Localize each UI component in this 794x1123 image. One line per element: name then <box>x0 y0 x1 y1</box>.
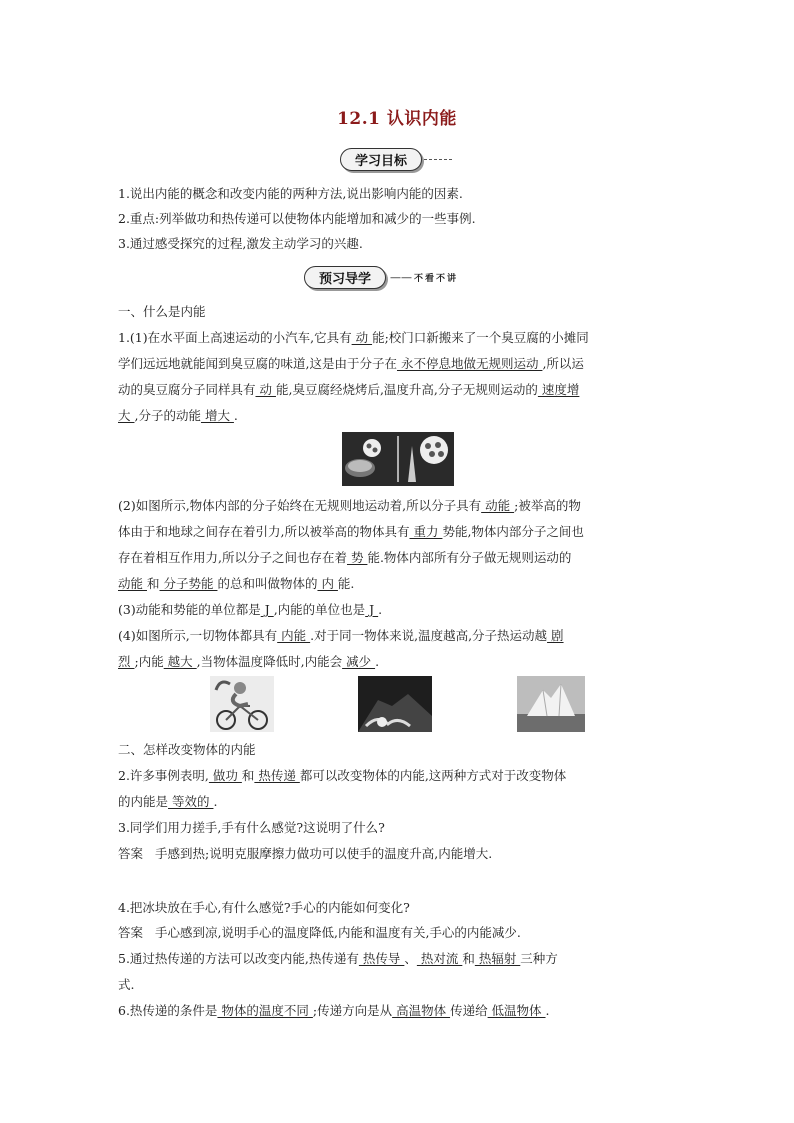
q4-question: 4.把冰块放在手心,有什么感觉?手心的内能如何变化? <box>118 900 410 915</box>
q1-part4-line1: (4)如图所示,一切物体都具有 内能 .对于同一物体来说,温度越高,分子热运动越 剧 <box>118 628 564 643</box>
q3-answer: 答案 手感到热;说明克服摩擦力做功可以使手的温度升高,内能增大. <box>118 846 493 861</box>
q1-part2-line4: 动能 和 分子势能 的总和叫做物体的 内 能. <box>118 576 355 591</box>
q1-line3: 动的臭豆腐分子同样具有 动 能,臭豆腐经烧烤后,温度升高,分子无规则运动的 速度增 <box>118 382 580 397</box>
answer-blank: 势 <box>346 550 368 565</box>
answer-blank: 分子势能 <box>159 576 218 591</box>
answer-blank: 增大 <box>200 408 234 423</box>
molecule-figure-drawing <box>342 432 454 486</box>
answer-blank: 越大 <box>163 654 197 669</box>
preview-badge-dash: —— <box>390 270 413 284</box>
section1-heading: 一、什么是内能 <box>118 304 206 319</box>
iceberg-picture <box>517 676 585 732</box>
q1-part2-line2: 体由于和地球之间存在着引力,所以被举高的物体具有 重力 势能,物体内部分子之间也 <box>118 524 584 539</box>
volcano-drawing <box>358 676 432 732</box>
q1-line4: 大 ,分子的动能 增大 . <box>118 408 238 423</box>
preview-badge <box>304 266 458 288</box>
answer-blank: 内能 <box>277 628 311 643</box>
goal-3: 3.通过感受探究的过程,激发主动学习的兴趣. <box>118 236 363 251</box>
answer-blank: 高温物体 <box>392 1003 451 1018</box>
answer-blank: 烈 <box>118 654 135 669</box>
preview-badge-label: 预习导学 <box>304 266 386 289</box>
answer-blank: 动能 <box>118 576 147 591</box>
q4-answer: 答案 手心感到凉,说明手心的温度降低,内能和温度有关,手心的内能减少. <box>118 925 521 940</box>
answer-blank: 物体的温度不同 <box>217 1003 313 1018</box>
q1-part2-line1: (2)如图所示,物体内部的分子始终在无规则地运动着,所以分子具有 动能 ;被举高的物 <box>118 498 581 513</box>
answer-blank: 动 <box>255 382 276 397</box>
q2-line1: 2.许多事例表明, 做功 和 热传递 都可以改变物体的内能,这两种方式对于改变物体 <box>118 768 567 783</box>
page-title: 12.1 认识内能 <box>337 109 457 129</box>
q5-line1: 5.通过热传递的方法可以改变内能,热传递有 热传导 、 热对流 和 热辐射 三种方 <box>118 951 558 966</box>
answer-blank: 等效的 <box>168 794 214 809</box>
section2-heading: 二、怎样改变物体的内能 <box>118 742 256 757</box>
answer-blank: J <box>365 602 379 617</box>
answer-blank: 大 <box>118 408 135 423</box>
answer-blank: 剧 <box>547 628 564 643</box>
goal-2: 2.重点:列举做功和热传递可以使物体内能增加和减少的一些事例. <box>118 211 476 226</box>
answer-blank: 速度增 <box>537 382 580 397</box>
answer-blank: 内 <box>317 576 338 591</box>
q1-part3: (3)动能和势能的单位都是 J ,内能的单位也是 J . <box>118 602 383 617</box>
iceberg-drawing <box>517 676 585 732</box>
answer-label: 答案 <box>118 846 144 861</box>
answer-label: 答案 <box>118 925 144 940</box>
q1-line1: 1.(1)在水平面上高速运动的小汽车,它具有 动 能;校门口新搬来了一个臭豆腐的小摊同 <box>118 330 589 345</box>
q5-line2: 式. <box>118 977 135 992</box>
answer-blank: 热辐射 <box>474 951 521 966</box>
answer-blank: 热传导 <box>358 951 405 966</box>
preview-badge-sub: 不看不讲 <box>414 273 459 284</box>
answer-blank: 做功 <box>208 768 242 783</box>
answer-blank: 减少 <box>342 654 376 669</box>
cyclist-drawing <box>210 676 274 732</box>
q1-line2: 学们远远地就能闻到臭豆腐的味道,这是由于分子在 永不停息地做无规则运动 ,所以运 <box>118 356 584 371</box>
q2-line2: 的内能是 等效的 . <box>118 794 218 809</box>
answer-blank: 热传递 <box>254 768 300 783</box>
answer-blank: 热对流 <box>416 951 463 966</box>
q3-question: 3.同学们用力搓手,手有什么感觉?这说明了什么? <box>118 820 385 835</box>
volcano-picture <box>358 676 432 732</box>
goals-badge-label: 学习目标 <box>340 148 422 171</box>
answer-blank: 动能 <box>481 498 515 513</box>
answer-blank: 低温物体 <box>487 1003 546 1018</box>
q1-part4-line2: 烈 ;内能 越大 ,当物体温度降低时,内能会 减少 . <box>118 654 380 669</box>
answer-blank: 动 <box>351 330 373 345</box>
q6-line: 6.热传递的条件是 物体的温度不同 ;传递方向是从 高温物体 传递给 低温物体 . <box>118 1003 550 1018</box>
goals-badge <box>340 148 452 170</box>
answer-blank: J <box>260 602 274 617</box>
answer-blank: 永不停息地做无规则运动 <box>396 356 543 371</box>
molecule-figure <box>342 432 454 486</box>
badge-dash-line <box>424 159 452 160</box>
q1-part2-line3: 存在着相互作用力,所以分子之间也存在着 势 能.物体内部所有分子做无规则运动的 <box>118 550 572 565</box>
goal-1: 1.说出内能的概念和改变内能的两种方法,说出影响内能的因素. <box>118 186 463 201</box>
cyclist-picture <box>210 676 274 732</box>
answer-blank: 重力 <box>409 524 443 539</box>
